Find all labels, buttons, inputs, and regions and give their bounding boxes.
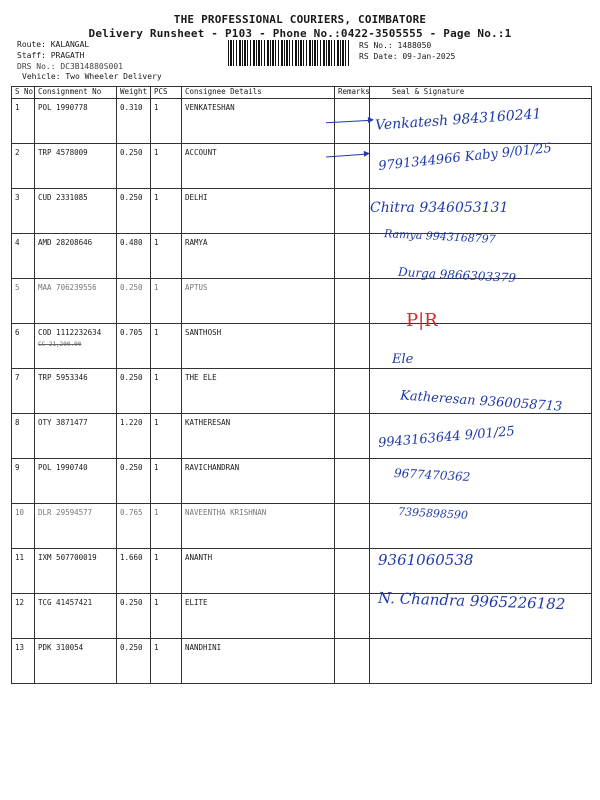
row-consignee — [182, 99, 335, 144]
row-weight-text: 0.765 — [120, 508, 143, 517]
row-consignee-text: NAVEENTHA KRISHNAN — [185, 508, 267, 517]
row-sno-text: 3 — [15, 193, 20, 202]
signature: 9361060538 — [378, 551, 474, 569]
row-consignment-no-text: TRP 5953346 — [38, 373, 88, 382]
row-consignment-no-text: MAA 706239556 — [38, 283, 97, 292]
row-consignment-no-text: CUD 2331085 — [38, 193, 88, 202]
row-remarks — [335, 234, 370, 279]
row-sno-text: 11 — [15, 553, 25, 562]
company-title: THE PROFESSIONAL COURIERS, COIMBATORE — [173, 13, 427, 26]
row-consignee-text: APTUS — [185, 283, 208, 292]
row-weight — [117, 144, 151, 189]
row-pcs — [151, 549, 182, 594]
row-consignee-text: DELHI — [185, 193, 208, 202]
row-remarks — [335, 369, 370, 414]
row-consignee-text: ELITE — [185, 598, 208, 607]
row-consignment-no — [35, 324, 117, 369]
rs-number: RS No.: 1488050 — [359, 41, 432, 50]
row-pcs — [151, 459, 182, 504]
row-weight — [117, 414, 151, 459]
row-consignee — [182, 504, 335, 549]
row-weight — [117, 99, 151, 144]
signature: Katheresan 9360058713 — [399, 388, 563, 415]
row-consignment-no — [35, 459, 117, 504]
row-pcs — [151, 234, 182, 279]
col-signature: Seal & Signature — [370, 87, 592, 99]
signature: 7395898590 — [397, 505, 469, 522]
row-consignee-text: THE ELE — [185, 373, 217, 382]
row-consignee-text: RAVICHANDRAN — [185, 463, 240, 472]
staff-label: Staff: PRAGATH — [17, 51, 85, 60]
row-remarks — [335, 594, 370, 639]
signature: Venkatesh 9843160241 — [374, 106, 542, 134]
row-signature-cell — [370, 279, 592, 324]
row-pcs-text: 1 — [154, 553, 159, 562]
row-pcs — [151, 189, 182, 234]
table-row — [12, 549, 592, 594]
row-weight-text: 1.220 — [120, 418, 143, 427]
row-pcs — [151, 369, 182, 414]
row-consignee — [182, 549, 335, 594]
row-pcs-text: 1 — [154, 193, 159, 202]
row-weight-text: 0.310 — [120, 103, 143, 112]
row-pcs — [151, 99, 182, 144]
row-pcs-text: 1 — [154, 103, 159, 112]
row-consignment-no-text: AMD 28208646 — [38, 238, 93, 247]
row-pcs — [151, 594, 182, 639]
row-pcs — [151, 504, 182, 549]
row-pcs — [151, 324, 182, 369]
row-consignment-no-text: TCG 41457421 — [38, 598, 93, 607]
row-remarks — [335, 324, 370, 369]
table-header-row — [12, 87, 592, 99]
row-consignee — [182, 234, 335, 279]
row-consignment-no — [35, 639, 117, 684]
row-signature-cell — [370, 459, 592, 504]
row-remarks — [335, 459, 370, 504]
row-sno-text: 13 — [15, 643, 25, 652]
row-sno-text: 6 — [15, 328, 20, 337]
vehicle-label: Vehicle: Two Wheeler Delivery — [22, 72, 162, 81]
row-consignment-no — [35, 279, 117, 324]
runsheet-subtitle: Delivery Runsheet - P103 - Phone No.:0422-3505555 - Page No.:1 — [88, 27, 512, 40]
row-consignee — [182, 459, 335, 504]
col-consignee: Consignee Details — [182, 87, 335, 99]
row-consignment-no — [35, 144, 117, 189]
row-consignment-no-text: COD 1112232634 — [38, 328, 102, 337]
signature: N. Chandra 9965226182 — [377, 588, 566, 614]
row-sno — [12, 279, 35, 324]
row-consignment-no-text: IXM 507700019 — [38, 553, 97, 562]
row-sno — [12, 504, 35, 549]
row-sno — [12, 459, 35, 504]
route-label: Route: KALANGAL — [17, 40, 90, 49]
row-weight — [117, 189, 151, 234]
row-remarks — [335, 279, 370, 324]
row-pcs-text: 1 — [154, 598, 159, 607]
signature: Chitra 9346053131 — [370, 200, 509, 216]
signature: P|R — [406, 310, 438, 331]
row-consignment-no — [35, 189, 117, 234]
row-remarks — [335, 639, 370, 684]
row-sno — [12, 144, 35, 189]
row-remarks — [335, 414, 370, 459]
row-pcs-text: 1 — [154, 418, 159, 427]
signature: Ele — [392, 352, 414, 367]
table-row — [12, 639, 592, 684]
row-sno — [12, 324, 35, 369]
row-sno-text: 12 — [15, 598, 25, 607]
row-pcs — [151, 279, 182, 324]
row-consignee-text: ANANTH — [185, 553, 213, 562]
row-pcs-text: 1 — [154, 643, 159, 652]
row-pcs-text: 1 — [154, 328, 159, 337]
signature: 9943163644 9/01/25 — [377, 424, 516, 451]
table-row — [12, 504, 592, 549]
col-consignment: Consignment No — [35, 87, 117, 99]
signature: 9791344966 Kaby 9/01/25 — [377, 140, 553, 175]
row-sno-text: 8 — [15, 418, 20, 427]
row-weight — [117, 459, 151, 504]
row-weight-text: 0.250 — [120, 148, 143, 157]
col-weight: Weight — [117, 87, 151, 99]
row-consignment-no — [35, 234, 117, 279]
row-sno — [12, 549, 35, 594]
row-pcs — [151, 639, 182, 684]
row-consignee-text: ACCOUNT — [185, 148, 217, 157]
row-weight-text: 0.250 — [120, 463, 143, 472]
row-consignment-no-text: TRP 4578009 — [38, 148, 88, 157]
cod-amount-note: CC 21,200.00 — [38, 341, 82, 348]
row-pcs — [151, 414, 182, 459]
row-consignment-no — [35, 504, 117, 549]
row-consignee — [182, 279, 335, 324]
row-consignee-text: NANDHINI — [185, 643, 222, 652]
row-consignee-text: SANTHOSH — [185, 328, 222, 337]
row-consignment-no — [35, 414, 117, 459]
row-sno — [12, 234, 35, 279]
row-sno — [12, 414, 35, 459]
row-consignment-no — [35, 99, 117, 144]
row-consignment-no-text: POL 1990778 — [38, 103, 88, 112]
row-weight — [117, 234, 151, 279]
row-sno-text: 1 — [15, 103, 20, 112]
row-weight-text: 0.250 — [120, 598, 143, 607]
row-consignee — [182, 324, 335, 369]
row-consignment-no-text: OTY 3871477 — [38, 418, 88, 427]
row-weight — [117, 639, 151, 684]
row-weight-text: 1.660 — [120, 553, 143, 562]
row-sno — [12, 189, 35, 234]
drs-label: DRS No.: DC3B14880S001 — [17, 62, 123, 71]
row-consignee-text: VENKATESHAN — [185, 103, 235, 112]
row-pcs-text: 1 — [154, 283, 159, 292]
row-pcs-text: 1 — [154, 373, 159, 382]
barcode-icon — [228, 40, 350, 66]
row-weight-text: 0.250 — [120, 643, 143, 652]
row-sno-text: 2 — [15, 148, 20, 157]
row-pcs-text: 1 — [154, 463, 159, 472]
row-sno-text: 4 — [15, 238, 20, 247]
row-consignment-no-text: DLR 29594577 — [38, 508, 93, 517]
row-sno — [12, 369, 35, 414]
col-sno: S No — [12, 87, 35, 99]
row-sno — [12, 99, 35, 144]
row-remarks — [335, 189, 370, 234]
row-weight-text: 0.250 — [120, 283, 143, 292]
table-row — [12, 459, 592, 504]
row-consignee — [182, 189, 335, 234]
row-signature-cell — [370, 639, 592, 684]
row-consignee — [182, 594, 335, 639]
row-sno-text: 9 — [15, 463, 20, 472]
row-weight — [117, 504, 151, 549]
row-pcs-text: 1 — [154, 508, 159, 517]
row-sno — [12, 594, 35, 639]
row-sno — [12, 639, 35, 684]
row-consignment-no — [35, 549, 117, 594]
col-pcs: PCS — [151, 87, 182, 99]
row-weight — [117, 369, 151, 414]
signature: Ramya 9943168797 — [383, 227, 497, 246]
row-weight-text: 0.705 — [120, 328, 143, 337]
row-consignee-text: KATHERESAN — [185, 418, 231, 427]
col-remarks: Remarks — [335, 87, 370, 99]
row-weight-text: 0.480 — [120, 238, 143, 247]
row-pcs-text: 1 — [154, 148, 159, 157]
row-sno-text: 10 — [15, 508, 25, 517]
row-consignment-no-text: PDK 310054 — [38, 643, 84, 652]
row-pcs — [151, 144, 182, 189]
row-consignee — [182, 369, 335, 414]
row-consignee-text: RAMYA — [185, 238, 208, 247]
row-consignee — [182, 639, 335, 684]
row-weight — [117, 594, 151, 639]
row-remarks — [335, 504, 370, 549]
table-row — [12, 279, 592, 324]
signature: Durga 9866303379 — [397, 264, 517, 286]
signature: 9677470362 — [393, 466, 471, 484]
rs-date: RS Date: 09-Jan-2025 — [359, 52, 456, 61]
row-weight — [117, 324, 151, 369]
row-weight — [117, 549, 151, 594]
row-weight-text: 0.250 — [120, 193, 143, 202]
row-remarks — [335, 549, 370, 594]
row-pcs-text: 1 — [154, 238, 159, 247]
row-consignee — [182, 414, 335, 459]
row-sno-text: 5 — [15, 283, 20, 292]
row-weight-text: 0.250 — [120, 373, 143, 382]
table-row — [12, 324, 592, 369]
row-consignment-no-text: POL 1990740 — [38, 463, 88, 472]
row-sno-text: 7 — [15, 373, 20, 382]
row-weight — [117, 279, 151, 324]
row-consignment-no — [35, 369, 117, 414]
row-consignee — [182, 144, 335, 189]
row-consignment-no — [35, 594, 117, 639]
